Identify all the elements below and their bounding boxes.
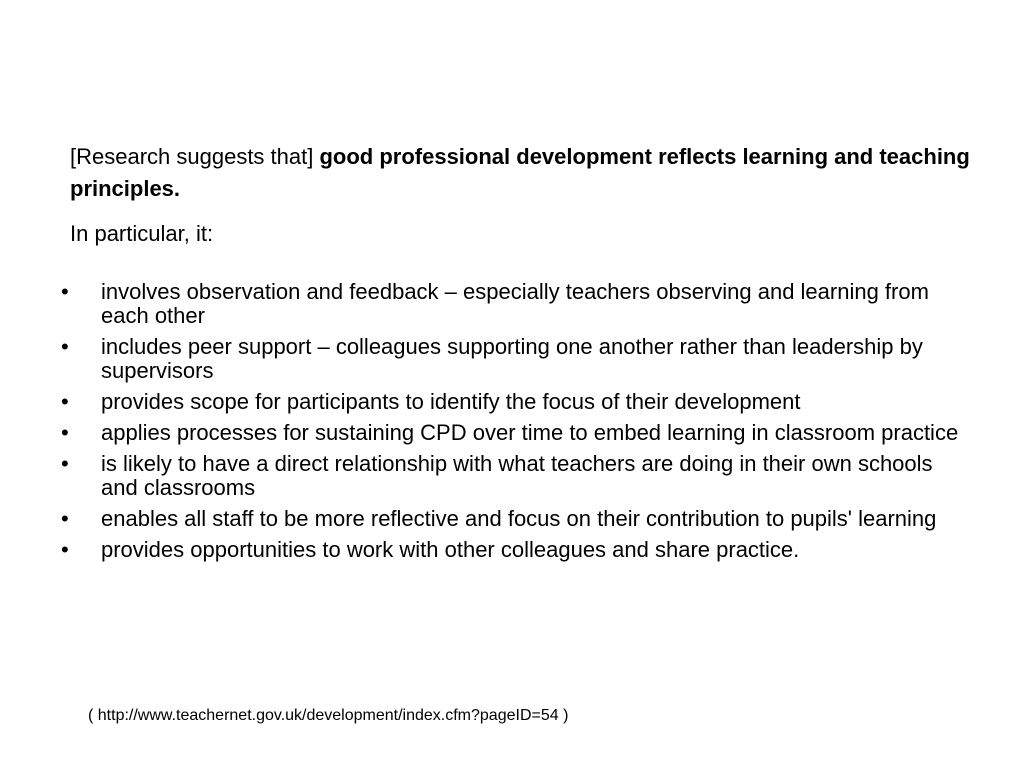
bullet-icon: •: [61, 506, 69, 531]
bullet-icon: •: [61, 537, 69, 562]
bullet-icon: •: [61, 420, 69, 445]
intro-prefix: [Research suggests that]: [70, 144, 320, 169]
list-item: [0, 452, 960, 500]
intro-emphasis: good professional development reflects learning and teaching principles.: [70, 144, 970, 201]
list-item: [0, 335, 960, 383]
list-item-text: enables all staff to be more reflective and focus on their contribution to pupils' learning: [101, 506, 937, 531]
list-item: [0, 538, 960, 562]
intro-paragraph: [70, 141, 970, 205]
source-link[interactable]: ( http://www.teachernet.gov.uk/development/index.cfm?pageID=54 ): [88, 707, 569, 724]
lead-text: In particular, it:: [70, 221, 214, 246]
bullet-icon: •: [61, 389, 69, 414]
list-item-text: provides opportunities to work with other colleagues and share practice.: [101, 537, 800, 562]
bullet-icon: •: [61, 451, 69, 476]
list-item: [0, 390, 960, 414]
bullet-icon: •: [61, 279, 69, 304]
bullet-list: [0, 280, 960, 569]
bullet-icon: •: [61, 334, 69, 359]
list-item-text: involves observation and feedback – especially teachers observing and learning from each other: [101, 279, 929, 328]
list-item-text: is likely to have a direct relationship with what teachers are doing in their own schools and classrooms: [101, 451, 933, 500]
list-item-text: provides scope for participants to identify the focus of their development: [101, 389, 801, 414]
list-item-text: includes peer support – colleagues supporting one another rather than leadership by supervisors: [101, 334, 923, 383]
list-item: [0, 280, 960, 328]
list-item: [0, 421, 960, 445]
list-item-text: applies processes for sustaining CPD over time to embed learning in classroom practice: [101, 420, 959, 445]
list-item: [0, 507, 960, 531]
